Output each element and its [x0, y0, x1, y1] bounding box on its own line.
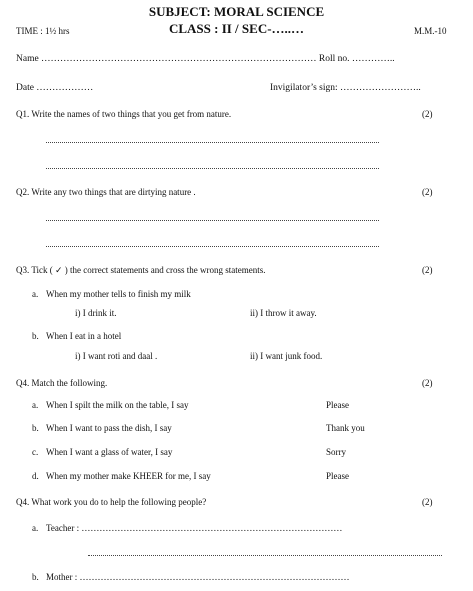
q3-b-text: When I eat in a hotel [46, 331, 122, 341]
q3-text: Q3. Tick ( ✓ ) the correct statements and cross the wrong statements. [16, 265, 266, 275]
q4-c-left: When I want a glass of water, I say [46, 447, 173, 457]
q1-text: Q1. Write the names of two things that you get from nature. [16, 109, 232, 119]
q5-b-mother-line: Mother : ……………………………………………………………………………… [46, 572, 350, 582]
q3-b-option-2: ii) I want junk food. [250, 351, 323, 361]
q1-answer-line-1 [46, 142, 379, 143]
q3-marks: (2) [422, 265, 433, 275]
q4-a-left: When I spilt the milk on the table, I say [46, 400, 189, 410]
q4-marks: (2) [422, 378, 433, 388]
q3-b-option-1: i) I want roti and daal . [75, 351, 158, 361]
q5-a-answer-line-2 [88, 555, 442, 556]
q4-b-marker: b. [32, 423, 39, 433]
q4-text: Q4. Match the following. [16, 378, 108, 388]
q5-marks: (2) [422, 497, 433, 507]
date-field: Date ……………… [16, 83, 94, 93]
q4-d-marker: d. [32, 471, 39, 481]
max-marks: M.M.-10 [414, 26, 447, 36]
q5-a-marker: a. [32, 523, 39, 533]
class-line: CLASS : II / SEC-…..… [168, 21, 305, 36]
q3-a-text: When my mother tells to finish my milk [46, 289, 191, 299]
q3-b-marker: b. [32, 331, 39, 341]
q4-a-marker: a. [32, 400, 39, 410]
q4-d-right: Please [326, 471, 349, 481]
invigilator-field: Invigilator’s sign: …………………….. [270, 83, 421, 93]
q1-answer-line-2 [46, 168, 379, 169]
q3-a-option-1: i) I drink it. [75, 308, 117, 318]
q2-text: Q2. Write any two things that are dirtying nature . [16, 187, 196, 197]
q4-c-right: Sorry [326, 447, 346, 457]
q2-answer-line-2 [46, 246, 379, 247]
q2-marks: (2) [422, 187, 433, 197]
q5-a-teacher-line: Teacher : …………………………………………………………………………… [46, 523, 343, 533]
q4-b-left: When I want to pass the dish, I say [46, 423, 172, 433]
q4-c-marker: c. [32, 447, 39, 457]
q2-answer-line-1 [46, 220, 379, 221]
q4-a-right: Please [326, 400, 349, 410]
q3-a-option-2: ii) I throw it away. [250, 308, 317, 318]
q5-b-marker: b. [32, 572, 39, 582]
q5-text: Q4. What work you do to help the following people? [16, 497, 207, 507]
subject-title: SUBJECT: MORAL SCIENCE [148, 4, 325, 19]
q3-a-marker: a. [32, 289, 39, 299]
q4-b-right: Thank you [326, 423, 365, 433]
time-label: TIME : 1½ hrs [16, 26, 70, 36]
q1-marks: (2) [422, 109, 433, 119]
name-roll-field: Name …………………………………………………………………………… Roll no. ………….. [16, 54, 395, 64]
q4-d-left: When my mother make KHEER for me, I say [46, 471, 211, 481]
